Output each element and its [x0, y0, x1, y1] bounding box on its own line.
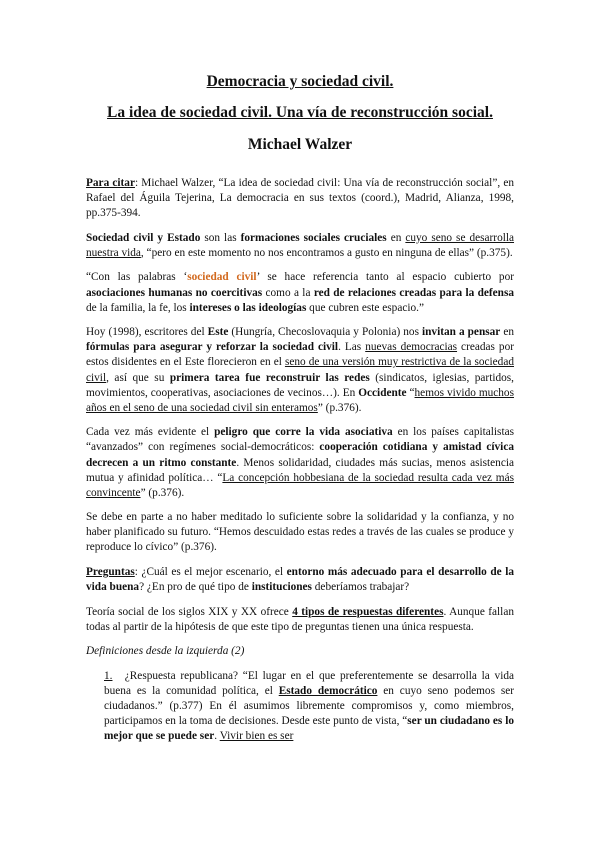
- paragraph-definition: “Con las palabras ‘sociedad civil’ se hace referencia tanto al espacio cubierto por asociaciones humanas no coercitivas como a la red de relaciones creadas para la defensa de la familia, la fe, los intereses o las ideologías que cubren este espacio.”: [86, 271, 514, 314]
- paragraph-society-state: Sociedad civil y Estado son las formaciones sociales cruciales en cuyo seno se desarrolla nuestra vida, “pero en este momento no nos encontramos a gusto en ninguna de ellas” (p.375).: [86, 231, 515, 259]
- paragraph-solidarity: Se debe en parte a no haber meditado lo suficiente sobre la solidaridad y la confianza, y no haber planificado su futuro. “Hemos descuidado estas redes a través de las cuales se produce y reproduce lo cívico” (p.376).: [86, 511, 514, 554]
- list-item-republican: 1. ¿Respuesta republicana? “El lugar en el que preferentemente se desarrolla la vida buena es la comunidad política, el Estado democrático en cuyo seno podemos ser ciudadanos.” (p.377) En él asumimos libremente compromisos y, como miembros, participamos en la toma de decisiones. Desde este punto de vista, “ser un ciudadano es lo mejor que se puede ser. Vivir bien es ser: [104, 670, 514, 743]
- title-line-1: Democracia y sociedad civil.: [206, 73, 394, 90]
- document-body: [86, 176, 514, 754]
- section-heading-left: Definiciones desde la izquierda (2): [86, 645, 245, 658]
- paragraph-questions: Preguntas: ¿Cuál es el mejor escenario, el entorno más adecuado para el desarrollo de la vida buena? ¿En pro de qué tipo de instituciones deberíamos trabajar?: [86, 566, 514, 594]
- title-line-2: La idea de sociedad civil. Una vía de reconstrucción social.: [107, 104, 493, 121]
- paragraph-east-writers: Hoy (1998), escritores del Este (Hungría, Checoslovaquia y Polonia) nos invitan a pensar en fórmulas para asegurar y reforzar la sociedad civil. Las nuevas democracias creadas por estos disidentes en el Este florecieron en el seno de una versión muy restrictiva de la sociedad civil, así que su primera tarea fue reconstruir las redes (sindicatos, iglesias, partidos, movimientos, cooperativas, asociaciones de vecinos…). En Occidente “hemos vivido muchos años en el seno de una sociedad civil sin enteramos” (p.376).: [86, 326, 515, 414]
- author-name: Michael Walzer: [247, 136, 353, 153]
- paragraph-social-theory: Teoría social de los siglos XIX y XX ofrece 4 tipos de respuestas diferentes. Aunque fallan todas al partir de la hipótesis de que este tipo de preguntas tienen una única respuesta.: [86, 605, 514, 633]
- paragraph-danger: Cada vez más evidente el peligro que corre la vida asociativa en los países capitalistas “avanzados” con regímenes social-democráticos: cooperación cotidiana y amistad cívica decrecen a un ritmo constante. Menos solidaridad, ciudades más sucias, menos asistencia mutua y afinidad política… “La concepción hobbesiana de la sociedad resulta cada vez más convincente” (p.376).: [86, 426, 514, 499]
- citation-paragraph: Para citar: Michael Walzer, “La idea de sociedad civil: Una vía de reconstrucción social”, en Rafael del Águila Tejerina, La democracia en sus textos (coord.), Madrid, Alianza, 1998, pp.375-394.: [86, 177, 514, 220]
